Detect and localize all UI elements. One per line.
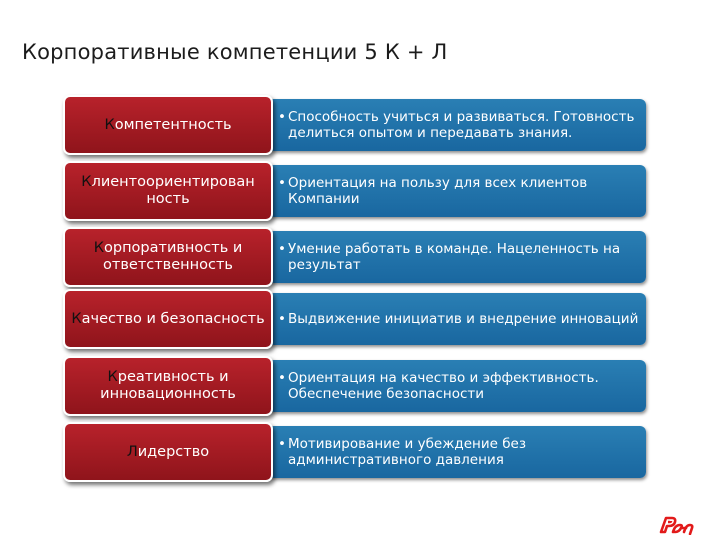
competency-description-box	[268, 231, 646, 283]
competency-row	[0, 422, 720, 482]
competency-name-box	[63, 289, 273, 349]
competency-row	[0, 161, 720, 221]
competency-description-box	[268, 293, 646, 345]
competency-name: Креативность и инновационность	[100, 369, 236, 402]
footer	[0, 509, 720, 540]
competency-name-box	[63, 422, 273, 482]
competency-name-box	[63, 356, 273, 416]
competency-name-box	[63, 161, 273, 221]
competency-description: • Способность учиться и развиваться. Готовность делиться опытом и передавать знания.	[280, 109, 646, 141]
competency-description-box	[268, 165, 646, 217]
competency-name: Клиентоориентирован ность	[81, 174, 255, 207]
page-title: Корпоративные компетенции 5 К + Л	[22, 40, 448, 64]
competency-name: Компетентность	[104, 116, 232, 133]
competency-description: • Ориентация на качество и эффективность. Обеспечение безопасности	[280, 370, 646, 402]
competency-description-box	[268, 426, 646, 478]
competency-name-box	[63, 95, 273, 155]
competency-description: • Ориентация на пользу для всех клиентов Компании	[280, 175, 646, 207]
competency-row	[0, 356, 720, 416]
rzd-logo-icon	[659, 513, 695, 535]
competency-description: • Умение работать в команде. Нацеленность на результат	[280, 241, 646, 273]
competency-row	[0, 95, 720, 155]
competency-name: Корпоративность и ответственность	[93, 240, 243, 273]
competency-description-box	[268, 360, 646, 412]
competency-name-box	[63, 227, 273, 287]
competency-name: Качество и безопасность	[71, 310, 265, 327]
competency-row	[0, 289, 720, 349]
competency-description-box	[268, 99, 646, 151]
competency-row	[0, 227, 720, 287]
competency-description: • Мотивирование и убеждение без административного давления	[280, 436, 646, 468]
competency-description: • Выдвижение инициатив и внедрение инноваций	[280, 311, 638, 327]
competency-name: Лидерство	[126, 443, 210, 460]
